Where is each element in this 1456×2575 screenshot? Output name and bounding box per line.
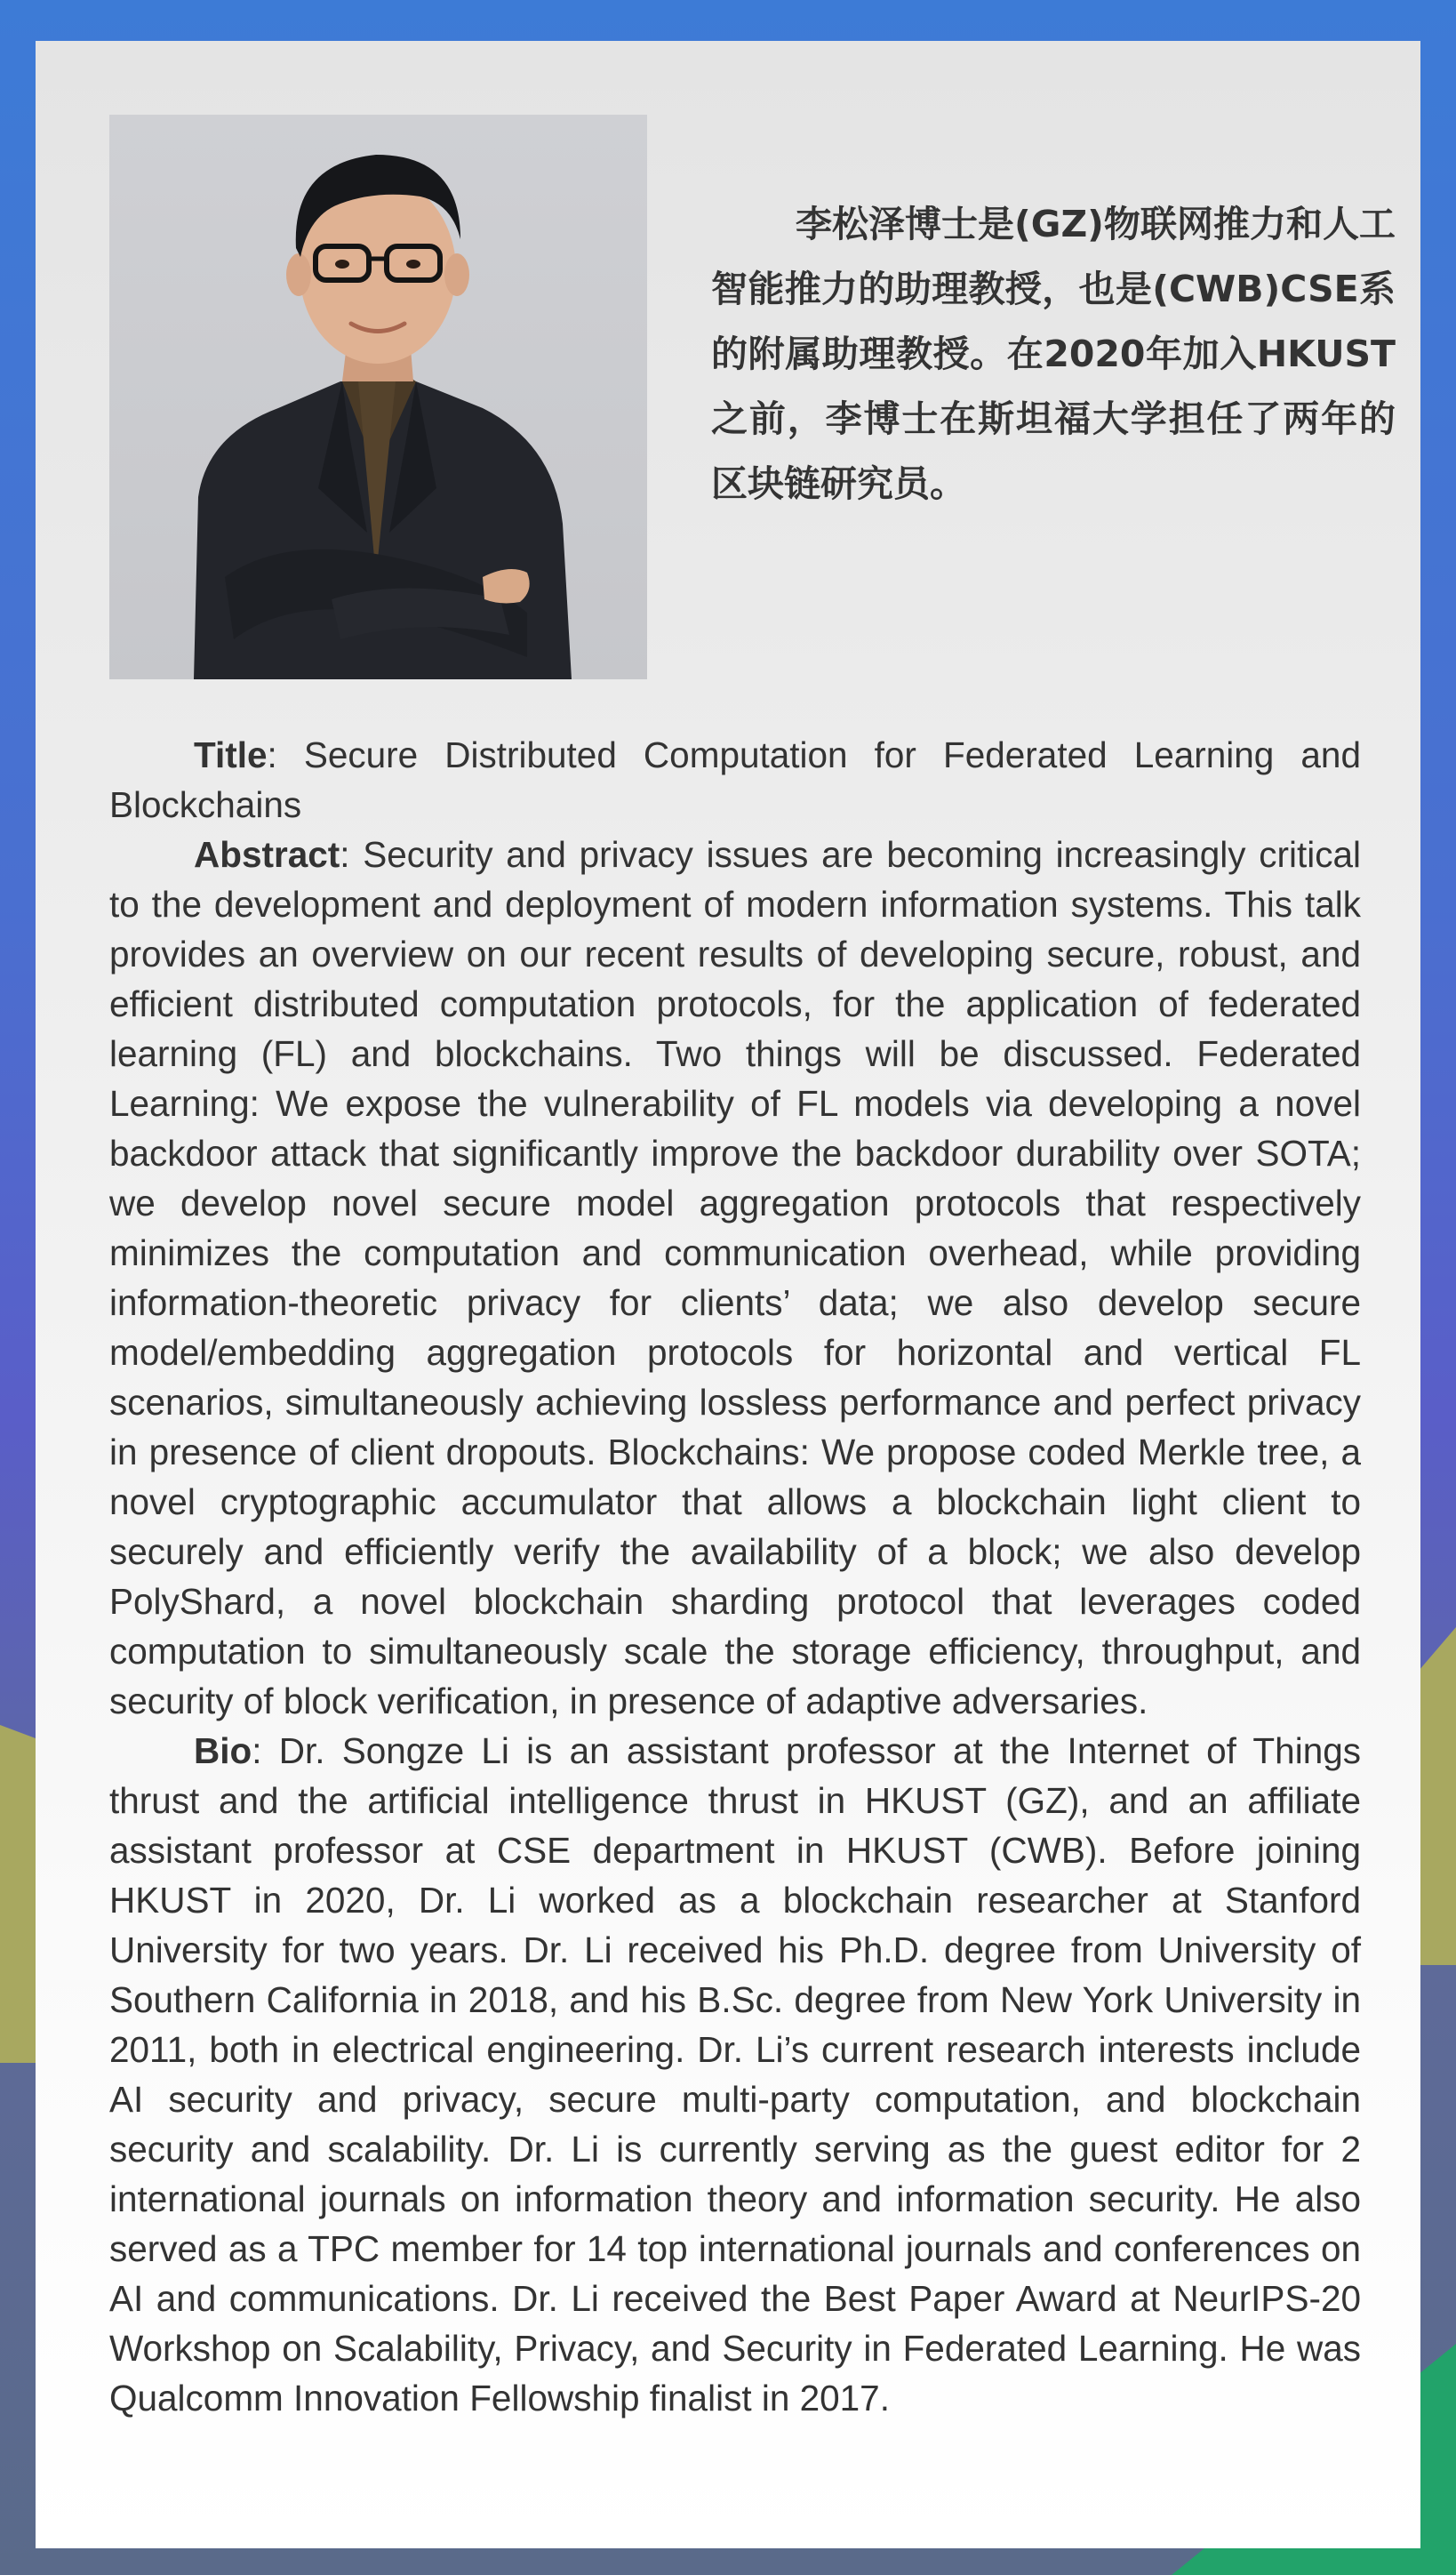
speaker-card [36, 41, 1420, 2548]
abstract-label: Abstract [194, 834, 340, 875]
talk-details [109, 730, 1361, 2423]
chinese-introduction: 李松泽博士是(GZ)物联网推力和人工智能推力的助理教授，也是(CWB)CSE系的附属助理教授。在2020年加入HKUST之前，李博士在斯坦福大学担任了两年的区块链研究员。 [711, 203, 1396, 505]
abstract-paragraph [109, 830, 1361, 1726]
title-label: Title [194, 734, 268, 775]
talk-title-paragraph [109, 730, 1361, 830]
speaker-photo-illustration [109, 115, 647, 679]
bio-label: Bio [194, 1730, 252, 1771]
bio-paragraph [109, 1726, 1361, 2423]
bio-text: : Dr. Songze Li is an assistant professor at the Internet of Things thrust and the artificial intelligence thrust in HKUST (GZ), and an affiliate assistant professor at CSE department in HKUST (CWB). Before joining HKUST in 2020, Dr. Li worked as a blockchain researcher at Stanford University for two years. Dr. Li received his Ph.D. degree from University of Southern California in 2018, and his B.Sc. degree from New York University in 2011, both in electrical engineering. Dr. Li’s current research interests include AI security and privacy, secure multi-party computation, and blockchain security and scalability. Dr. Li is currently serving as the guest editor for 2 international journals on information theory and information security. He also served as a TPC member for 14 top international journals and conferences on AI and communications. Dr. Li received the Best Paper Award at NeurIPS-20 Workshop on Scalability, Privacy, and Security in Federated Learning. He was Qualcomm Innovation Fellowship finalist in 2017. [109, 1730, 1361, 2419]
speaker-portrait [109, 115, 647, 679]
abstract-text: : Security and privacy issues are becoming increasingly critical to the development and deployment of modern information systems. This talk provides an overview on our recent results of developing secure, robust, and efficient distributed computation protocols, for the application of federated learning (FL) and blockchains. Two things will be discussed. Federated Learning: We expose the vulnerability of FL models via developing a novel backdoor attack that significantly improve the backdoor durability over SOTA; we develop novel secure model aggregation protocols that respectively minimizes the computation and communication overhead, while providing information-theoretic privacy for clients’ data; we also develop secure model/embedding aggregation protocols for horizontal and vertical FL scenarios, simultaneously achieving lossless performance and perfect privacy in presence of client dropouts. Blockchains: We propose coded Merkle tree, a novel cryptographic accumulator that allows a blockchain light client to securely and efficiently verify the availability of a block; we also develop PolyShard, a novel blockchain sharding protocol that leverages coded computation to simultaneously scale the storage efficiency, throughput, and security of block verification, in presence of adaptive adversaries. [109, 834, 1361, 1721]
talk-title-text: : Secure Distributed Computation for Federated Learning and Blockchains [109, 734, 1361, 825]
